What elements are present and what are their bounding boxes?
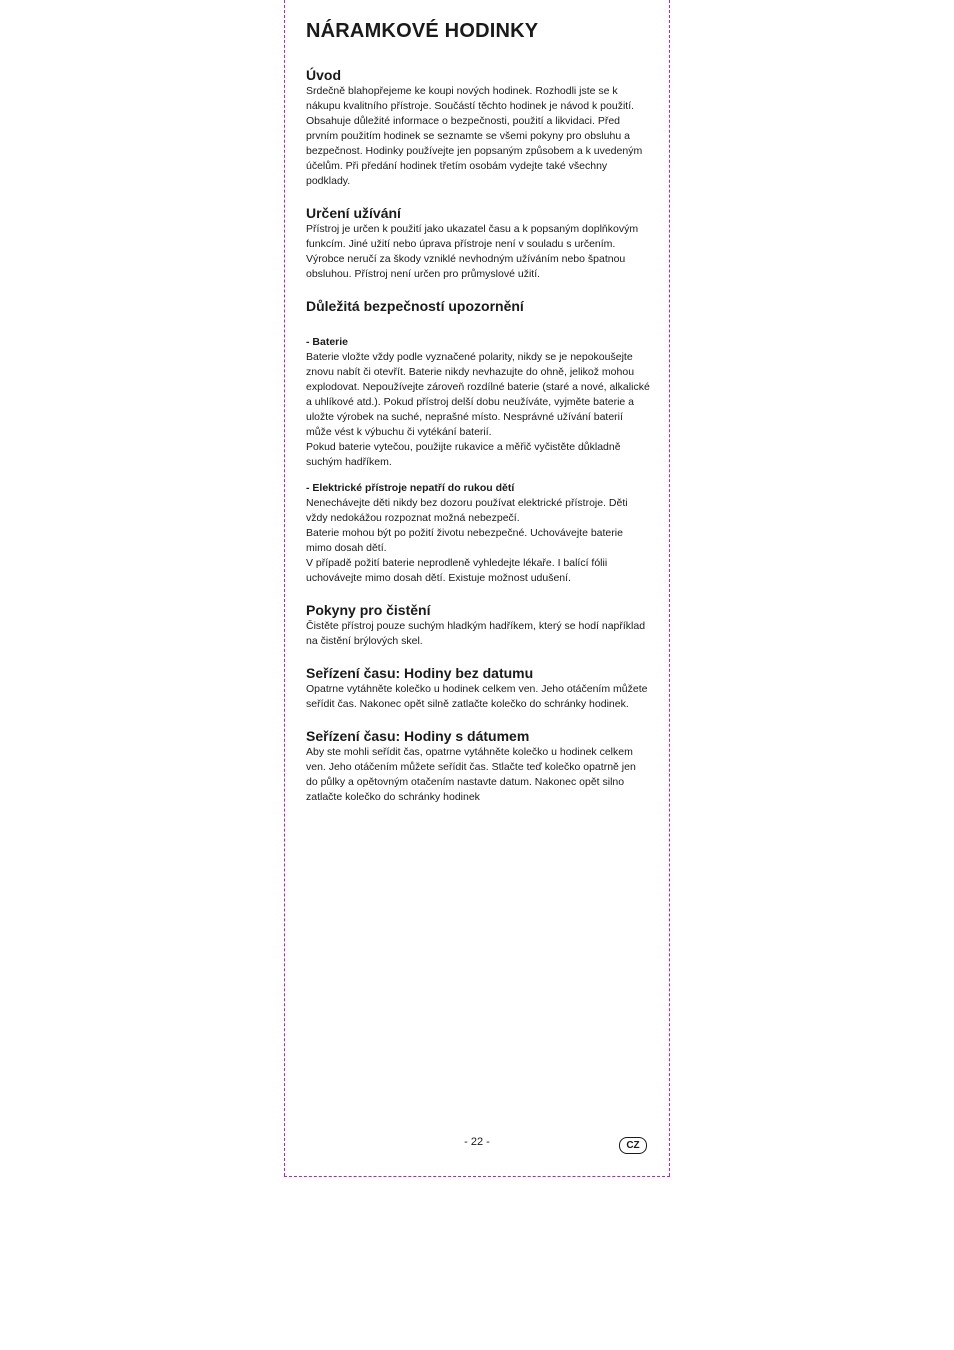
section-heading: Určení užívání [306,205,401,221]
section-cleaning [306,602,650,649]
subsection-children [306,482,650,586]
section-text: Srdečně blahopřejeme ke koupi nových hodinek. Rozhodli jste se k nákupu kvalitního přístroje. Součástí těchto hodinek je návod k použití. Obsahuje důležité informace o bezpečnosti, použití a likvidaci. Před prvním použitím hodinek se seznamte se všemi pokyny pro obsluhu a bezpečnost. Hodinky používejte jen popsaným způsobem a k uvedeným účelům. Při předání hodinek třetím osobám vydejte také všechny podklady. [306,85,643,187]
cut-line-left [284,0,285,1176]
section-safety [306,298,650,586]
subsection-heading: - Elektrické přístroje nepatří do rukou dětí [306,482,515,494]
subsection-text: Baterie mohou být po požití životu nebezpečné. Uchovávejte baterie mimo dosah dětí. [306,527,623,554]
section-heading: Seřízení času: Hodiny bez datumu [306,665,534,681]
section-text: Opatrne vytáhněte kolečko u hodinek celkem ven. Jeho otáčením můžete seřídit čas. Nakonec opět silně zatlačte kolečko do schránky hodinek. [306,683,648,710]
section-text: Přístroj je určen k použití jako ukazatel času a k popsaným doplňkovým funkcím. Jiné užití nebo úprava přístroje není v souladu s určením. Výrobce neručí za škody vzniklé nevhodným užíváním nebo špatnou obsluhou. Přístroj není určen pro průmyslové užití. [306,223,639,280]
subsection-text: V případě požití baterie neprodleně vyhledejte lékaře. I balící fólii uchovávejte mimo dosah dětí. Existuje možnost udušení. [306,557,608,584]
page-title: NÁRAMKOVÉ HODINKY [306,20,539,42]
manual-page [306,20,650,821]
section-text: Čistěte přístroj pouze suchým hladkým hadříkem, který se hodí například na čistění brýlových skel. [306,620,646,647]
section-intro [306,67,650,189]
section-text: Aby ste mohli seřídit čas, opatrne vytáhněte kolečko u hodinek celkem ven. Jeho otáčením můžete seřídit čas. Stlačte teď kolečko opatrně jen do půlky a opětovným otačením nastavte datum. Nakonec opět silno zatlačte kolečko do schránky hodinek [306,746,636,803]
section-heading: Seřízení času: Hodiny s dátumem [306,728,530,744]
section-time-with-date [306,728,650,805]
section-intended-use [306,205,650,282]
subsection-text: Nenechávejte děti nikdy bez dozoru používat elektrické přístroje. Děti vždy nedokážou rozpoznat možná nebezpečí. [306,497,628,524]
cut-line-bottom [284,1176,670,1177]
language-badge: CZ [619,1137,647,1154]
section-heading: Úvod [306,67,341,83]
cut-line-right [669,0,670,1176]
subsection-text: Pokud baterie vytečou, použijte rukavice a měřič vyčistěte důkladně suchým hadříkem. [306,441,621,468]
section-heading: Důležitá bezpečností upozornění [306,298,524,314]
subsection-heading: - Baterie [306,336,349,348]
section-heading: Pokyny pro čistění [306,602,431,618]
page-number: - 22 - [464,1136,490,1148]
subsection-text: Baterie vložte vždy podle vyznačené polarity, nikdy se je nepokoušejte znovu nabít či otevřít. Baterie nikdy nevhazujte do ohně, jelikož mohou explodovat. Nepoužívejte zároveň rozdílné baterie (staré a nové, alkalické a uhlíkové atd.). Pokud přístroj delší dobu neužíváte, vyjměte baterie a uložte výrobek na suché, neprašné místo. Nesprávné užívání baterií může vést k výbuchu či vytékání baterií. [306,351,650,438]
subsection-batteries [306,336,650,470]
section-time-no-date [306,665,650,712]
